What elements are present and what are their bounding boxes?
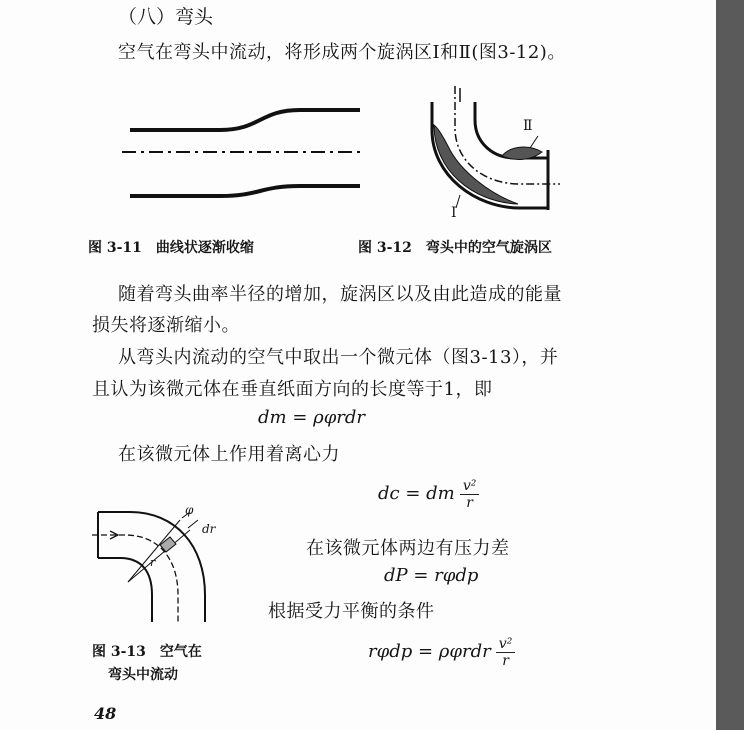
figure-3-13-label-phi: φ (185, 503, 194, 517)
section-heading: （八）弯头 (118, 6, 214, 28)
paragraph-3-line-2: 且认为该微元体在垂直纸面方向的长度等于1，即 (92, 379, 493, 400)
paragraph-6: 根据受力平衡的条件 (268, 601, 435, 622)
figure-3-13-diagram (90, 500, 240, 625)
paragraph-3-line-1: 从弯头内流动的空气中取出一个微元体（图3-13），并 (118, 347, 559, 368)
equation-4 (368, 636, 515, 669)
paragraph-2-line-1: 随着弯头曲率半径的增加，旋涡区以及由此造成的能量 (118, 284, 562, 305)
figure-3-13-label-r: r (150, 556, 156, 569)
paragraph-1: 空气在弯头中流动，将形成两个旋涡区Ⅰ和Ⅱ(图3-12)。 (118, 42, 566, 63)
equation-4-denominator: r (502, 653, 509, 669)
paragraph-2-line-2: 损失将逐渐缩小。 (92, 315, 240, 336)
equation-2 (378, 478, 479, 511)
equation-2-lhs: dc = dm (378, 483, 455, 504)
paragraph-4: 在该微元体上作用着离心力 (118, 444, 340, 465)
figure-3-13-caption-line-2: 弯头中流动 (108, 667, 178, 683)
page-number: 48 (94, 704, 117, 723)
scrollbar-track[interactable] (716, 0, 744, 730)
figure-3-12-caption: 图 3-12 弯头中的空气旋涡区 (358, 240, 552, 256)
equation-4-lhs: rφdp = ρφrdr (368, 641, 491, 662)
equation-4-numerator: v² (496, 636, 516, 653)
equation-2-fraction (460, 478, 480, 511)
figure-3-11-caption: 图 3-11 曲线状逐渐收缩 (88, 240, 254, 256)
equation-3: dP = rφdp (384, 565, 479, 586)
equation-2-denominator: r (466, 495, 473, 511)
vortex-label-1: Ⅰ (451, 205, 457, 221)
vortex-label-2: Ⅱ (523, 118, 533, 134)
figure-3-13-caption-line-1: 图 3-13 空气在 (92, 644, 202, 660)
equation-1: dm = ρφrdr (258, 407, 366, 428)
figure-3-12-diagram (420, 80, 580, 220)
figure-3-11-diagram (120, 90, 360, 220)
figure-3-13-label-dr: dr (202, 522, 216, 536)
equation-2-numerator: v² (460, 478, 480, 495)
paragraph-5: 在该微元体两边有压力差 (306, 538, 510, 559)
equation-4-fraction (496, 636, 516, 669)
